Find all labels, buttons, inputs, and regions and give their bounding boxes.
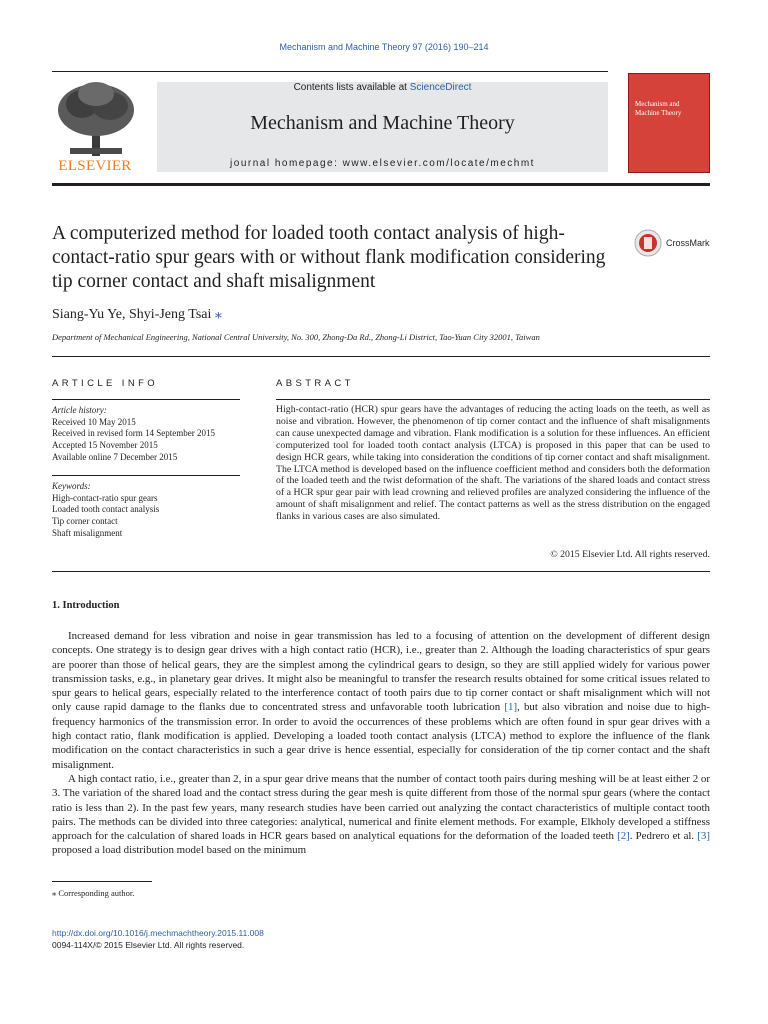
keyword-item: High-contact-ratio spur gears — [52, 492, 158, 503]
footnote: ⁎ Corresponding author. — [52, 888, 135, 898]
history-label: Article history: — [52, 405, 107, 415]
contents-line — [157, 82, 608, 93]
contents-prefix: Contents lists available at — [293, 82, 410, 93]
paper-title: A computerized method for loaded tooth contact analysis of high-contact-ratio spur gears with or without flank modification considering tip corner contact and shaft misalignment — [52, 223, 606, 292]
keyword-item: Tip corner contact — [52, 516, 118, 527]
citation-link[interactable]: [1] — [504, 701, 518, 714]
section-heading: 1. Introduction — [52, 600, 120, 611]
journal-cover-thumbnail[interactable] — [628, 73, 710, 173]
author-names: Siang-Yu Ye, Shyi-Jeng Tsai — [52, 307, 212, 322]
crossmark-label[interactable]: CrossMark — [666, 238, 710, 248]
history-accepted: Accepted 15 November 2015 — [52, 440, 158, 451]
body-paragraph-2 — [52, 772, 710, 858]
p2-text-a: A high contact ratio, i.e., greater than 2, in a spur gear drive means that the number of contact tooth pairs during meshing will be at least either 2 or 3. The variation of the shared load and the contact stress during the gear mesh is quite different from those of the normal spur gears (where the contact ratio is less than 2). In the past few years, many research studies have been carried out analyzing the contact characteristics of multiple contact tooth pairs. The methods can be divided into three categories: analytical, numerical and finite element methods. For example, Elkholy developed a stiffness approach for the calculation of shared loads in HCR gears based on analytical equations for the deformation of the loaded teeth — [52, 773, 710, 843]
journal-homepage[interactable]: journal homepage: www.elsevier.com/locate/mechmt — [230, 158, 535, 169]
keyword-item: Loaded tooth contact analysis — [52, 504, 160, 515]
abstract-rule — [276, 399, 710, 400]
abstract-text: High-contact-ratio (HCR) spur gears have the advantages of reducing the acting loads on the teeth, as well as noise and vibration. However, the phenomenon of tip corner contact and the influence of shaft misalignments can cause unexpected damage and vibration. Flank modification is a solution for these influences. An efficient computerized tool for loaded tooth contact analysis (LTCA) is proposed in this paper that can be used to design HCR gears, while taking into consideration the conditions of tip corner contact and shaft misalignment. The LTCA method is developed based on the influence coefficient method and considers both the deformation of the loaded teeth and the twist deformation of the shaft. The variations of the shared loads and contact stress of a HCR spur gear pair with lead crowning and relieved profiles are analyzed considering the influence of the amount of shaft misalignment and relief. The contact patterns as well as the stress distribution on the engaged flanks in various cases are also simulated. — [276, 404, 710, 523]
affiliation: Department of Mechanical Engineering, National Central University, No. 300, Zhong-Da Rd., Zhong-Li District, Tao-Yuan City 32001, Taiwan — [52, 332, 540, 342]
journal-reference-link[interactable]: Mechanism and Machine Theory 97 (2016) 190–214 — [279, 42, 489, 52]
corresponding-author-mark[interactable]: ⁎ — [214, 307, 222, 322]
p1-text-b: , but also vibration and noise due to high-frequency harmonics of the transmission error. In order to avoid the occurrences of these problems which are often found in spur gear drives with a high contact ratio, flank modification is applied. Developing a loaded tooth contact analysis (LTCA) method to explore the influence of the flank modification on the contact characteristics in such a gear drive is hence essential, especially for consideration of the tip corner contact and the shaft misalignment. — [52, 701, 711, 771]
abstract-copyright: © 2015 Elsevier Ltd. All rights reserved. — [550, 549, 710, 560]
keyword-item: Shaft misalignment — [52, 527, 123, 538]
elsevier-wordmark: ELSEVIER — [58, 158, 132, 174]
footnote-rule — [52, 881, 152, 882]
issn-line: 0094-114X/© 2015 Elsevier Ltd. All rights reserved. — [52, 940, 245, 950]
keywords-label: Keywords: — [52, 481, 91, 491]
journal-title: Mechanism and Machine Theory — [250, 112, 515, 134]
history-received: Received 10 May 2015 — [52, 416, 136, 427]
citation-link[interactable]: [2] — [617, 830, 630, 843]
p2-text-c: proposed a load distribution model based on the minimum — [52, 844, 307, 857]
authors — [52, 306, 222, 323]
separator-rule — [52, 571, 710, 572]
keywords — [52, 481, 252, 540]
separator-rule — [52, 356, 710, 357]
history-revised: Received in revised form 14 September 2015 — [52, 428, 215, 439]
article-history — [52, 405, 252, 464]
article-info-heading: ARTICLE INFO — [52, 378, 159, 389]
abstract-heading: ABSTRACT — [276, 378, 354, 389]
history-online: Available online 7 December 2015 — [52, 451, 178, 462]
body-paragraph-1 — [52, 629, 710, 772]
citation-link[interactable]: [3] — [697, 830, 710, 843]
header-thick-rule — [52, 183, 710, 186]
keywords-rule — [52, 475, 240, 476]
article-info-rule — [52, 399, 240, 400]
cover-title-line2: Machine Theory — [635, 109, 682, 117]
p2-text-b: . Pedrero et al. — [629, 830, 698, 843]
p1-text-a: Increased demand for less vibration and noise in gear transmission has led to a focusing of attention on the development of different design concepts. One strategy is to design gear drives with a high contact ratio (HCR), i.e., greater than 2. Although the loading characteristics of spur gears are poorer than those of helical gears, they are the simplest among the cylindrical gears to design, so they are still applied widely for various power transmission tasks, e.g., in planetary gear drives. It might also be meaningful to transfer the research results obtained for some critical issues related to spur gears to helical gears, especially related to the interference contact of tooth pairs due to tip corner contact or shaft misalignment which will not only cause rapid damage to the flanks due to concentrated stress and unfavorable tooth lubrication — [52, 630, 710, 714]
doi-link[interactable]: http://dx.doi.org/10.1016/j.mechmachtheory.2015.11.008 — [52, 928, 264, 938]
top-rule — [52, 71, 608, 72]
cover-title-line1: Mechanism and — [635, 100, 680, 108]
sciencedirect-link[interactable]: ScienceDirect — [409, 82, 472, 93]
